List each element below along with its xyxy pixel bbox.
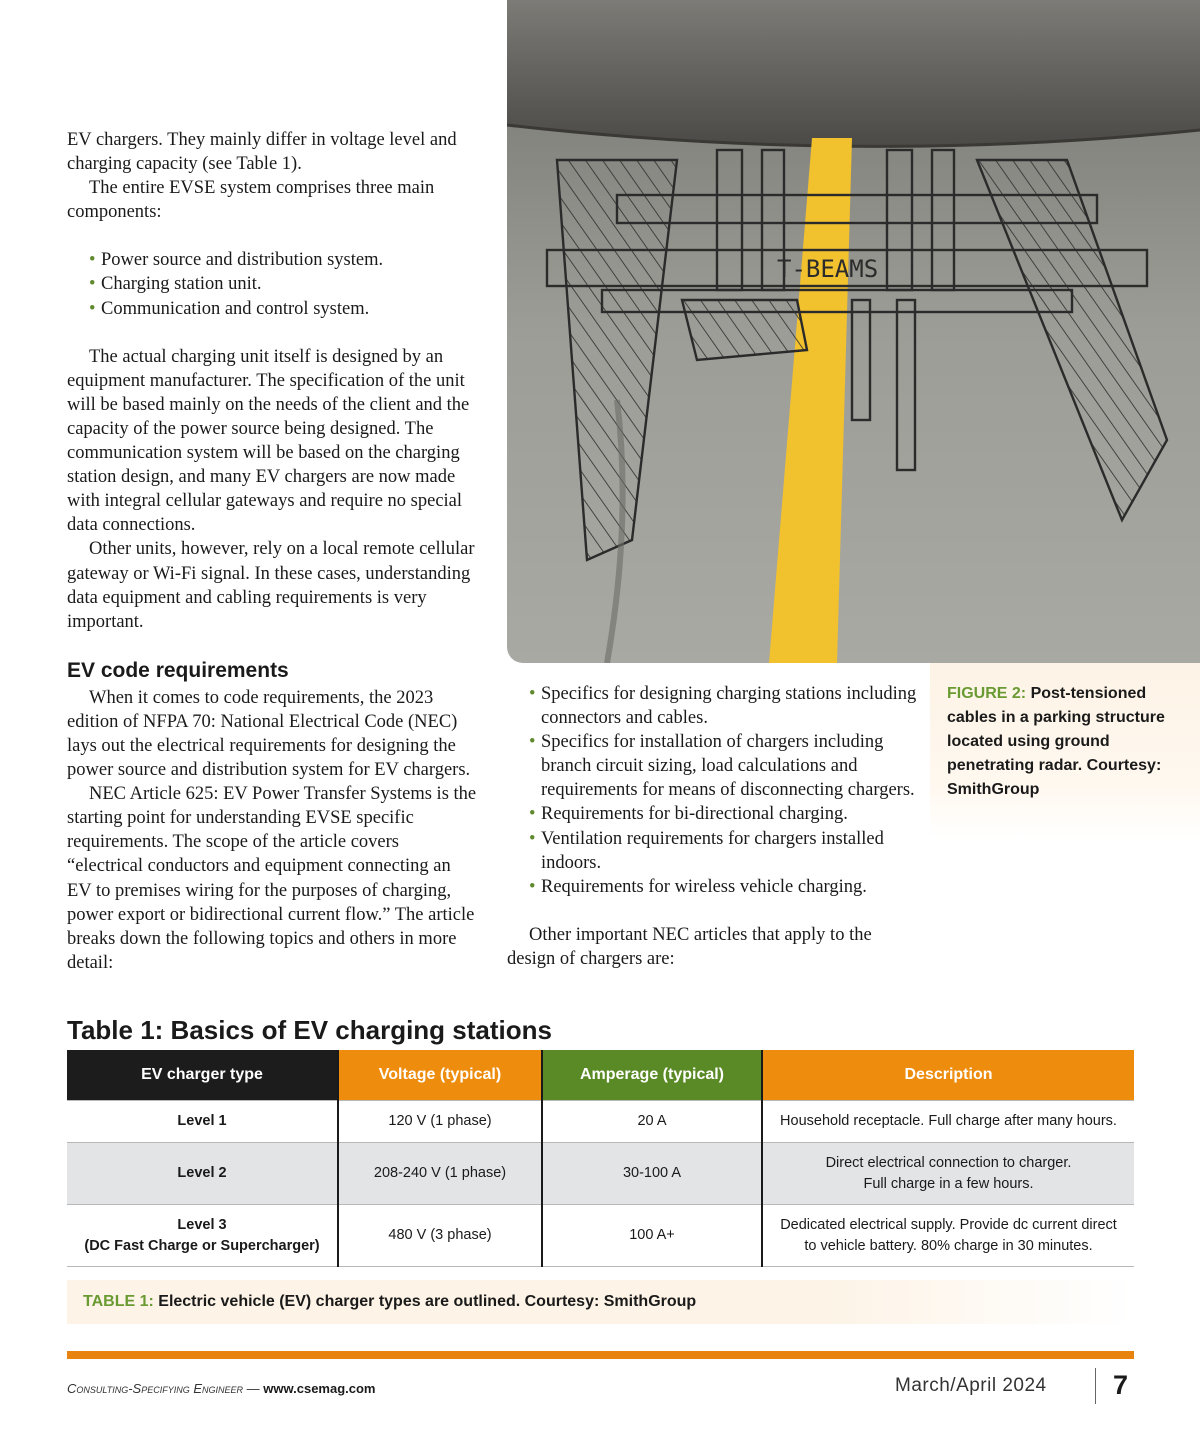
concrete-floor-photo: [507, 0, 1200, 663]
cell-type: [67, 1101, 338, 1143]
table-row: [67, 1101, 1134, 1143]
cell-voltage: 208-240 V (1 phase): [338, 1143, 542, 1205]
footer-publication: [67, 1381, 376, 1396]
type-label: Level 3: [177, 1216, 227, 1233]
publication-name: Consulting-Specifying Engineer: [67, 1381, 244, 1396]
publication-url[interactable]: www.csemag.com: [263, 1381, 376, 1396]
figure-label: FIGURE 2:: [947, 685, 1027, 702]
section-heading: EV code requirements: [67, 658, 289, 682]
footer-accent-bar: [67, 1351, 1134, 1359]
cell-amperage: 30-100 A: [542, 1143, 762, 1205]
ev-charging-table: [67, 1050, 1134, 1267]
paragraph: Other units, however, rely on a local remote cellular gateway or Wi-Fi signal. In these cases, understanding data equipment and cabling requirements is very important.: [67, 539, 475, 632]
header-voltage: Voltage (typical): [338, 1050, 542, 1101]
list-item: • Specifics for designing charging stations including connectors and cables.: [529, 682, 917, 730]
description-line: Full charge in a few hours.: [863, 1175, 1034, 1192]
table-title: Table 1: Basics of EV charging stations: [67, 1015, 552, 1045]
cell-voltage: 120 V (1 phase): [338, 1101, 542, 1143]
cell-description: Household receptacle. Full charge after many hours.: [762, 1101, 1134, 1143]
list-item: • Power source and distribution system.: [89, 248, 477, 272]
table-row: [67, 1143, 1134, 1205]
list-item: • Requirements for bi-directional charging.: [529, 802, 917, 826]
cell-amperage: 20 A: [542, 1101, 762, 1143]
cell-voltage: 480 V (3 phase): [338, 1205, 542, 1267]
left-text-column: [67, 128, 477, 975]
cell-type: [67, 1205, 338, 1267]
cell-description: [762, 1205, 1134, 1267]
table-row: [67, 1205, 1134, 1267]
paragraph: EV chargers. They mainly differ in voltage level and charging capacity (see Table 1).: [67, 130, 457, 175]
description-line: Direct electrical connection to charger.: [825, 1154, 1072, 1171]
description-line: to vehicle battery. 80% charge in 30 minutes.: [804, 1237, 1093, 1254]
publication-separator: —: [243, 1381, 264, 1396]
list-item: • Charging station unit.: [89, 272, 477, 296]
figure-caption-text: Post-tensioned cables in a parking structure located using ground penetrating radar. Courtesy: SmithGroup: [947, 685, 1165, 798]
type-sublabel: (DC Fast Charge or Supercharger): [84, 1237, 320, 1254]
photo-beam-label: T-BEAMS: [777, 255, 879, 283]
article-topics-list: [507, 682, 917, 899]
figure-photo: [507, 0, 1200, 663]
list-item: • Requirements for wireless vehicle charging.: [529, 875, 917, 899]
header-charger-type: EV charger type: [67, 1050, 338, 1101]
paragraph: NEC Article 625: EV Power Transfer Systems is the starting point for understanding EVSE specific requirements. The scope of the article covers “electrical conductors and equipment connecting an EV to premises wiring for the purposes of charging, power export or bidirectional current flow.” The article breaks down the following topics and others in more detail:: [67, 784, 477, 973]
table-caption-text: Electric vehicle (EV) charger types are outlined. Courtesy: SmithGroup: [158, 1293, 697, 1310]
list-item: • Communication and control system.: [89, 297, 477, 321]
paragraph: When it comes to code requirements, the 2023 edition of NFPA 70: National Electrical Code (NEC) lays out the electrical requirements for designing the power source and distribution system for EV chargers.: [67, 687, 471, 781]
type-label: Level 2: [177, 1165, 227, 1181]
description-line: Dedicated electrical supply. Provide dc current direct: [780, 1216, 1117, 1233]
type-label: Level 1: [177, 1113, 227, 1129]
figure-caption: [947, 682, 1179, 802]
table-caption: [67, 1280, 1134, 1324]
paragraph: The actual charging unit itself is designed by an equipment manufacturer. The specification of the unit will be based mainly on the needs of the client and the capacity of the power source being designed. The communication system will be based on the charging station design, and many EV chargers are now made with integral cellular gateways and require no special data connections.: [67, 346, 470, 536]
cell-type: [67, 1143, 338, 1205]
paragraph: The entire EVSE system comprises three main components:: [67, 178, 435, 223]
table-caption-label: TABLE 1:: [83, 1293, 154, 1310]
footer-divider: [1095, 1368, 1096, 1404]
header-description: Description: [762, 1050, 1134, 1101]
page-number: 7: [1113, 1370, 1129, 1400]
middle-text-column: [507, 682, 917, 971]
paragraph: Other important NEC articles that apply to the design of chargers are:: [507, 924, 872, 969]
cell-description: [762, 1143, 1134, 1205]
header-amperage: Amperage (typical): [542, 1050, 762, 1101]
cell-amperage: 100 A+: [542, 1205, 762, 1267]
components-list: [67, 248, 477, 320]
list-item: • Specifics for installation of chargers including branch circuit sizing, load calculations and requirements for means of disconnecting chargers.: [529, 730, 917, 802]
issue-date: March/April 2024: [895, 1375, 1047, 1396]
list-item: • Ventilation requirements for chargers installed indoors.: [529, 827, 917, 875]
